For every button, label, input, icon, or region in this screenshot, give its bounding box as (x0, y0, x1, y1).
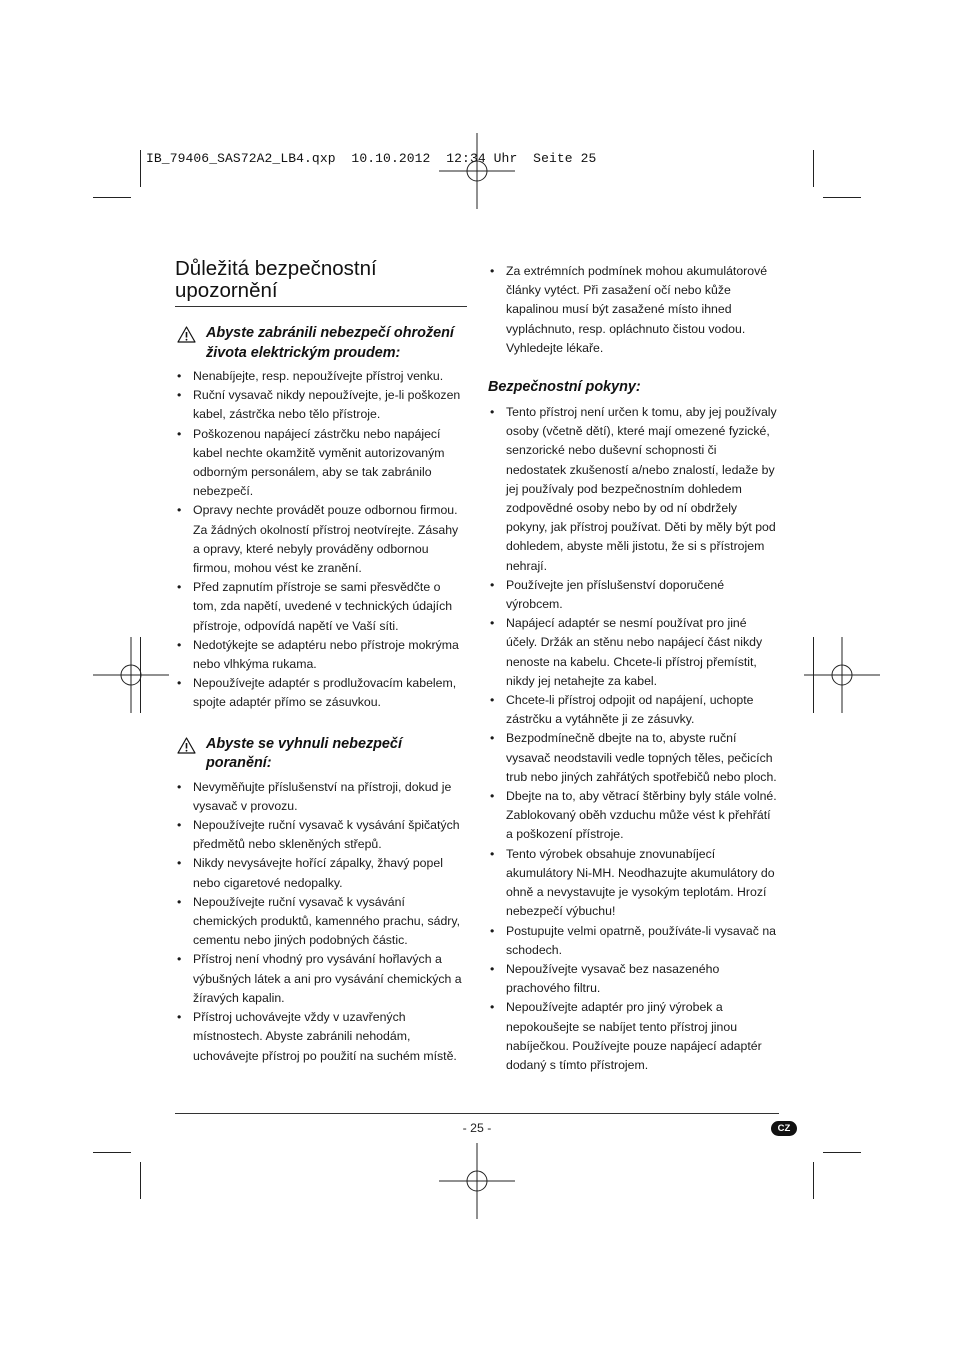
bullet-list (488, 262, 780, 358)
title-divider (175, 306, 467, 307)
crop-mark (823, 1152, 861, 1153)
registration-mark-icon (439, 133, 515, 209)
warning-triangle-icon (177, 326, 196, 343)
section-heading: Abyste se vyhnuli nebezpečí poranění: (206, 735, 402, 772)
list-item: • Nepoužívejte vysavač bez nasazeného prachového filtru. (488, 960, 780, 998)
crop-mark (140, 1162, 141, 1199)
crop-mark (140, 150, 141, 187)
list-item: • Používejte jen příslušenství doporučené výrobcem. (488, 576, 780, 614)
list-item: • Tento přístroj není určen k tomu, aby jej používaly osoby (včetně dětí), které mají omezené fyzické, senzorické nebo duševní schopnosti či nedostatek zkušeností a/nebo znalostí, ledaže by jej používaly pod bezpečnostním dohledem zodpovědné osoby nebo by od ní obdržely pokyny, jak přístroj používat. Děti by měly být pod dohledem, abyste měli jistotu, že si s přístrojem nehrají. (488, 403, 780, 576)
page-number: - 25 - (462, 1121, 492, 1135)
registration-mark-icon (93, 637, 169, 713)
list-item: • Nevyměňujte příslušenství na přístroji, dokud je vysavač v provozu. (175, 778, 467, 816)
list-item: • Nepoužívejte adaptér s prodlužovacím kabelem, spojte adaptér přímo se zásuvkou. (175, 674, 467, 712)
footer-divider (175, 1113, 779, 1114)
section-injury (175, 735, 467, 1066)
list-item: • Přístroj uchovávejte vždy v uzavřených místnostech. Abyste zabránili nehodám, uchovávejte přístroj po použití na suchém místě. (175, 1008, 467, 1066)
list-item: • Nedotýkejte se adaptéru nebo přístroje mokrýma nebo vlhkýma rukama. (175, 636, 467, 674)
bullet-list (488, 403, 780, 1075)
crop-mark (93, 1152, 131, 1153)
list-item: • Nepoužívejte ruční vysavač k vysávání chemických produktů, kamenného prachu, sádry, cementu nebo jiných podobných částic. (175, 893, 467, 951)
section-heading-row (175, 735, 467, 774)
list-item: • Tento výrobek obsahuje znovunabíjecí akumulátory Ni-MH. Neodhazujte akumulátory do ohně a nevystavujte je vysokým teplotám. Hrozí nebezpečí výbuchu! (488, 845, 780, 922)
right-column (488, 262, 780, 1075)
crop-mark (813, 150, 814, 187)
warning-triangle-icon (177, 737, 196, 754)
print-slug: IB_79406_SAS72A2_LB4.qxp 10.10.2012 12:34 Uhr Seite 25 (146, 151, 597, 166)
registration-mark-icon (804, 637, 880, 713)
crop-mark (93, 197, 131, 198)
section-heading: Abyste zabránili nebezpečí ohrožení života elektrickým proudem: (206, 325, 454, 361)
list-item: • Ruční vysavač nikdy nepoužívejte, je-li poškozen kabel, zástrčka nebo tělo přístroje. (175, 386, 467, 424)
list-item: • Chcete-li přístroj odpojit od napájení, uchopte zástrčku a vytáhněte ji ze zásuvky. (488, 691, 780, 729)
list-item: • Nepoužívejte ruční vysavač k vysávání špičatých předmětů nebo skleněných střepů. (175, 816, 467, 854)
list-item: • Přístroj není vhodný pro vysávání hořlavých a výbušných látek a ani pro vysávání chemických a žíravých kapalin. (175, 950, 467, 1008)
section-heading: Bezpečnostní pokyny: (488, 379, 641, 396)
list-item: • Nepoužívejte adaptér pro jiný výrobek a nepokoušejte se nabíjet tento přístroj jinou nabíječkou. Používejte pouze napájecí adaptér dodaný s tímto přístrojem. (488, 998, 780, 1075)
list-item: • Bezpodmínečně dbejte na to, abyste ruční vysavač neodstavili vedle topných těles, pečicích trub nebo jiných zahřátých spotřebičů nebo ploch. (488, 729, 780, 787)
registration-mark-icon (439, 1143, 515, 1219)
bullet-list (175, 367, 467, 713)
crop-mark (813, 1162, 814, 1199)
list-item: • Za extrémních podmínek mohou akumulátorové články vytéct. Při zasažení očí nebo kůže kapalinou musí být zasažené místo ihned vypláchnuto, resp. opláchnuto čistou vodou. Vyhledejte lékaře. (488, 262, 780, 358)
list-item: • Dbejte na to, aby větrací štěrbiny byly stále volné. Zablokovaný oběh vzduchu může vést k přehřátí a poškození přístroje. (488, 787, 780, 845)
page-title: Důležitá bezpečnostní upozornění (175, 257, 377, 302)
list-item: • Poškozenou napájecí zástrčku nebo napájecí kabel nechte okamžitě vyměnit autorizovaným odborným personálem, aby se tak zabránilo nebezpečí. (175, 425, 467, 502)
bullet-list (175, 778, 467, 1066)
crop-mark (823, 197, 861, 198)
section-electric-shock (175, 324, 467, 713)
list-item: • Postupujte velmi opatrně, používáte-li vysavač na schodech. (488, 922, 780, 960)
list-item: • Nikdy nevysávejte hořící zápalky, žhavý popel nebo cigaretové nedopalky. (175, 854, 467, 892)
list-item: • Nenabíjejte, resp. nepoužívejte přístroj venku. (175, 367, 467, 386)
list-item: • Napájecí adaptér se nesmí používat pro jiné účely. Držák an stěnu nebo napájecí část nikdy nenoste na kabelu. Chcete-li přístroj přemístit, nikdy jej netahejte za kabel. (488, 614, 780, 691)
left-column (175, 258, 467, 1066)
list-item: • Opravy nechte provádět pouze odbornou firmou. Za žádných okolností přístroj neotvírejte. Zásahy a opravy, které nebyly prováděny odbornou firmou, mohou vést ke zranění. (175, 501, 467, 578)
section-heading-row (175, 324, 467, 363)
list-item: • Před zapnutím přístroje se sami přesvědčte o tom, zda napětí, uvedené v technických údajích přístroje, odpovídá napětí ve Vaší síti. (175, 578, 467, 636)
language-badge: CZ (771, 1121, 797, 1136)
